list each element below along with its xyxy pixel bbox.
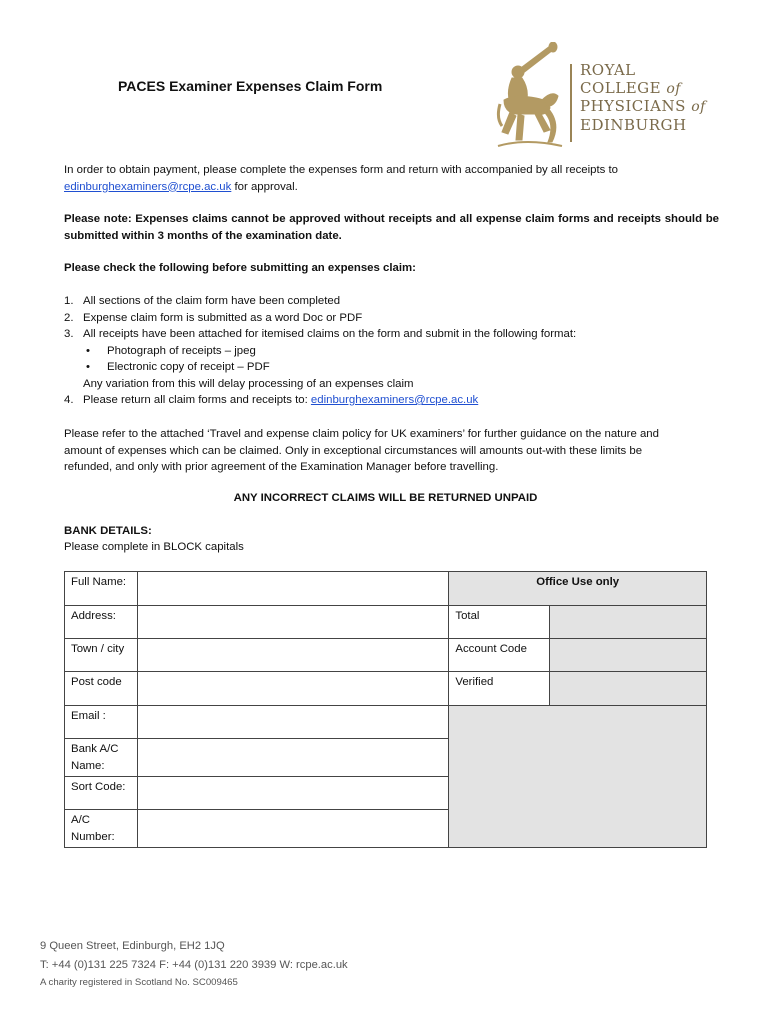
bank-heading: BANK DETAILS: — [64, 525, 152, 537]
address-field[interactable] — [137, 606, 448, 639]
list-item: 2. Expense claim form is submitted as a word Doc or PDF — [64, 311, 363, 324]
verified-field[interactable] — [550, 672, 707, 706]
ac-number-field[interactable] — [137, 810, 448, 848]
checklist — [64, 293, 724, 409]
footer-address: 9 Queen Street, Edinburgh, EH2 1JQ — [40, 940, 225, 952]
sort-code-label: Sort Code: — [65, 777, 138, 810]
total-label: Total — [449, 606, 550, 639]
full-name-label: Full Name: — [65, 572, 138, 606]
note-paragraph: Please note: Expenses claims cannot be approved without receipts and all expense claim forms and receipts should be submitted within 3 months of the examination date. — [64, 213, 719, 242]
email-field[interactable] — [137, 706, 448, 739]
footer-contact: T: +44 (0)131 225 7324 F: +44 (0)131 220 3939 W: rcpe.ac.uk — [40, 959, 348, 971]
town-city-label: Town / city — [65, 639, 138, 672]
list-item: 4. Please return all claim forms and receipts to: edinburghexaminers@rcpe.ac.uk — [64, 394, 479, 406]
logo-line-3: PHYSICIANS of — [580, 97, 706, 115]
list-item: 3. All receipts have been attached for itemised claims on the form and submit in the following format: — [64, 328, 577, 340]
verified-label: Verified — [449, 672, 550, 706]
checklist-heading: Please check the following before submitting an expenses claim: — [64, 262, 416, 274]
account-code-label: Account Code — [449, 639, 550, 672]
post-code-label: Post code — [65, 672, 138, 706]
intro-paragraph: In order to obtain payment, please complete the expenses form and return with accompanied by all receipts to edinburghexaminers@rcpe.ac.uk for approval. — [64, 164, 619, 193]
list-subitem: • Photograph of receipts – jpeg — [86, 344, 256, 357]
list-subitem: • Electronic copy of receipt – PDF — [86, 361, 270, 373]
variation-note: Any variation from this will delay processing of an expenses claim — [83, 377, 414, 390]
office-shaded-area — [449, 706, 707, 848]
college-name — [580, 62, 706, 134]
sort-code-field[interactable] — [137, 777, 448, 810]
list-item: 1. All sections of the claim form have been completed — [64, 295, 341, 307]
address-label: Address: — [65, 606, 138, 639]
office-use-heading: Office Use only — [449, 572, 707, 606]
town-city-field[interactable] — [137, 639, 448, 672]
bank-instruction: Please complete in BLOCK capitals — [64, 541, 244, 553]
logo-line-4: EDINBURGH — [580, 115, 687, 134]
total-field[interactable] — [550, 606, 707, 639]
trumpeter-horseman-icon — [496, 42, 568, 150]
logo-line-1: ROYAL — [580, 61, 636, 79]
bank-ac-name-label: Bank A/C Name: — [65, 739, 138, 777]
post-code-field[interactable] — [137, 672, 448, 706]
bank-ac-name-field[interactable] — [137, 739, 448, 777]
intro-email-link[interactable]: edinburghexaminers@rcpe.ac.uk — [64, 180, 232, 193]
bank-details-table — [64, 571, 707, 848]
form-title: PACES Examiner Expenses Claim Form — [118, 78, 383, 94]
logo-divider — [570, 64, 572, 142]
account-code-field[interactable] — [550, 639, 707, 672]
email-label: Email : — [65, 706, 138, 739]
footer-charity: A charity registered in Scotland No. SC009465 — [40, 977, 238, 988]
return-email-link[interactable]: edinburghexaminers@rcpe.ac.uk — [310, 394, 479, 406]
college-logo — [496, 42, 716, 152]
ac-number-label: A/C Number: — [65, 810, 138, 848]
warning-text: ANY INCORRECT CLAIMS WILL BE RETURNED UNPAID — [233, 492, 538, 504]
policy-paragraph: Please refer to the attached ‘Travel and expense claim policy for UK examiners’ for further guidance on the nature and amount of expenses which can be claimed. Only in exceptional circumstances will amounts out-with these limits be refunded, and only with prior agreement of the Examination Manager before travelling. — [64, 428, 659, 473]
full-name-field[interactable] — [137, 572, 448, 606]
logo-line-2: COLLEGE of — [580, 78, 681, 97]
